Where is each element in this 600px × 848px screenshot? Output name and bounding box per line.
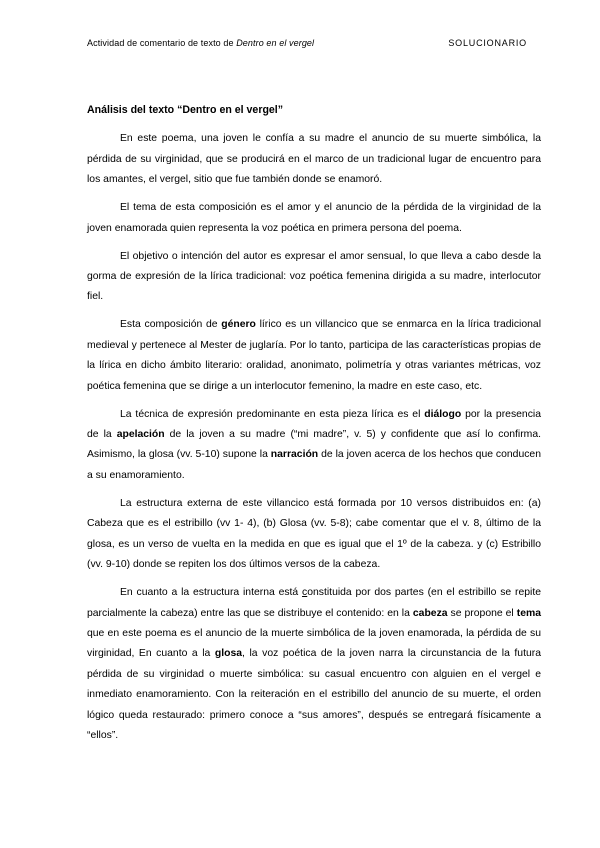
text-run: lírico es un villancico que se enmarca en la lírica tradicional medieval y pertenece al Mester de juglaría. Por lo tanto, participa de las características propias de la lírica en dicho ámbito literario: oralidad, anonimato, polimetría y otras variantes métricas, voz poética femenina que se dirige a un interlocutor femenino, la madre en este caso, etc. — [87, 319, 542, 392]
bold-term: narración — [270, 449, 319, 461]
document-body — [87, 100, 541, 754]
section-title: Análisis del texto “Dentro en el vergel” — [87, 104, 284, 116]
paragraph-6: La estructura externa de este villancico está formada por 10 versos distribuidos en: (a) Cabeza que es el estribillo (vv 1- 4), (b) Glosa (vv. 5-8); cabe comentar que el v. 8, último de la glosa, es un verso de vuelta en la medida en que es igual que el 1º de la cabeza. y (c) Estribillo (vv. 9-10) donde se repiten los dos últimos versos de la cabeza. — [87, 497, 541, 571]
text-run: onstituida por dos partes (en el estribillo se repite parcialmente la cabeza) entre las que se distribuye el contenido: en la — [87, 587, 541, 619]
paragraph-3: El objetivo o intención del autor es expresar el amor sensual, lo que lleva a cabo desde la gorma de expresión de la lírica tradicional: voz poética femenina dirigida a su madre, interlocutor fiel. — [87, 250, 541, 303]
text-run: Esta composición de — [120, 319, 222, 331]
bold-term: diálogo — [424, 408, 462, 420]
bold-term: tema — [516, 607, 541, 619]
text-run: La técnica de expresión predominante en esta pieza lírica es el — [120, 408, 425, 420]
underlined-char: c — [302, 587, 308, 599]
bold-term: género — [221, 319, 256, 331]
text-run: de la joven a su madre (“mi madre”, v. 5) y confidente que así lo confirma. Asimismo, la glosa (vv. 5-10) supone la — [87, 429, 541, 461]
text-run: se propone el — [447, 607, 517, 619]
text-run: por la presencia de la — [87, 408, 541, 441]
text-run: , la voz poética de la joven narra la circunstancia de la futura pérdida de su virginidad o muerte simbólica: su casual encuentro con alguien en el vergel e inmediato enamoramiento. Con la reiteración en el estribillo del anuncio de su muerte, el orden lógico queda restaurado: primero conoce a “sus amores”, después se entregará físicamente a “ellos”. — [87, 648, 541, 741]
paragraph-4 — [87, 315, 541, 397]
header-left — [87, 38, 314, 48]
header-left-prefix: Actividad de comentario de texto de — [87, 38, 237, 48]
header-right: SOLUCIONARIO — [448, 38, 527, 48]
header-work-title: Dentro en el vergel — [236, 38, 315, 48]
text-run: de la joven acerca de los hechos que conducen a su enamoramiento. — [87, 449, 541, 481]
page-header — [87, 38, 527, 48]
paragraph-1: En este poema, una joven le confía a su madre el anuncio de su muerte simbólica, la pérdida de su virginidad, que se producirá en el marco de un tradicional lugar de encuentro para los amantes, el vergel, sitio que fue también donde se enamoró. — [87, 133, 541, 186]
text-run: que en este poema es el anuncio de la muerte simbólica de la joven enamorada, la pérdida de su virginidad, En cuanto a la — [87, 627, 541, 660]
text-run: En cuanto a la estructura interna está — [120, 587, 303, 599]
paragraph-2: El tema de esta composición es el amor y el anuncio de la pérdida de la virginidad de la joven enamorada quien representa la voz poética en primera persona del poema. — [87, 202, 541, 234]
bold-term: apelación — [116, 429, 165, 441]
bold-term: glosa — [214, 648, 243, 660]
paragraph-7 — [87, 583, 541, 746]
paragraph-5 — [87, 405, 541, 487]
bold-term: cabeza — [412, 607, 448, 619]
